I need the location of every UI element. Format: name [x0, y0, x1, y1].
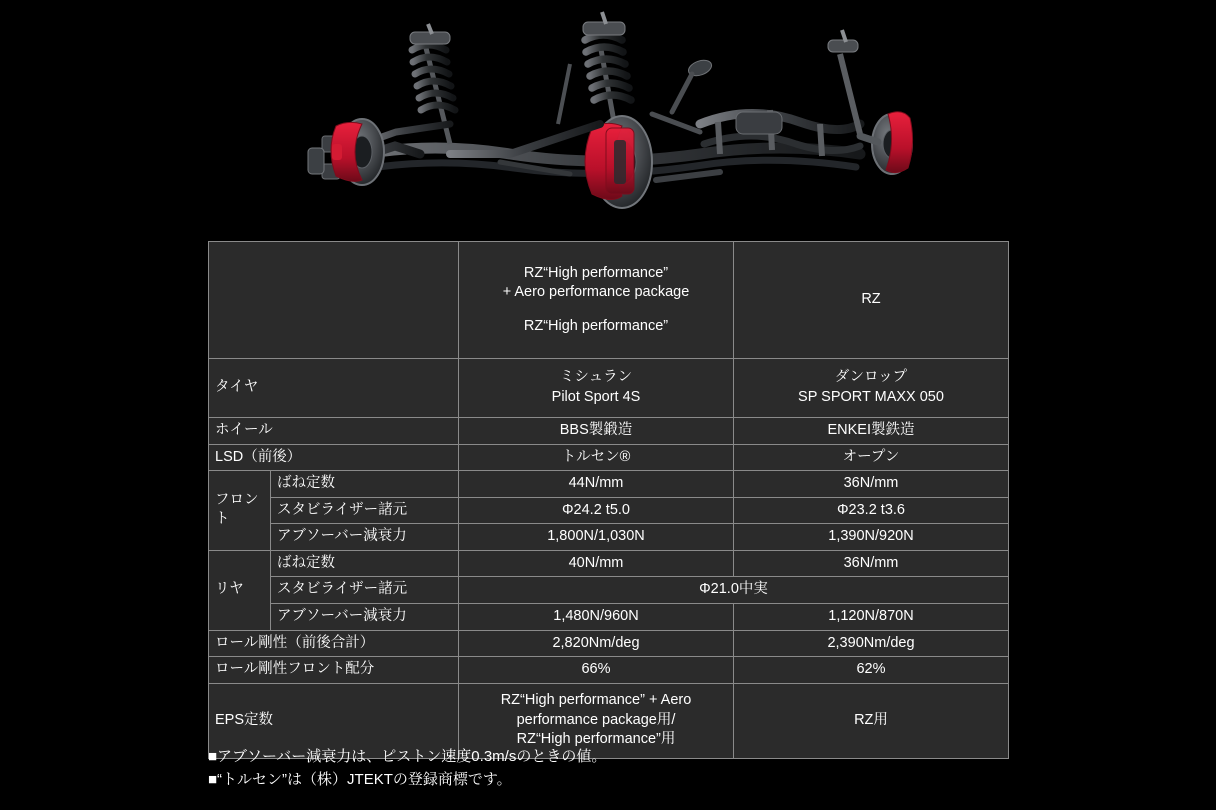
table-row-front-damper: [209, 524, 1009, 551]
row-label-eps: EPS定数: [209, 683, 459, 758]
header-grade-a-line1: RZ“High performance”: [523, 264, 669, 281]
tyre-value-a-brand: ミシュラン: [559, 369, 633, 386]
table-row-front-stabilizer: [209, 497, 1009, 524]
specification-table-container: [208, 241, 1008, 759]
tyre-value-b-model: SP SPORT MAXX 050: [798, 389, 944, 405]
table-row-rear-stabilizer: [209, 577, 1009, 604]
front-spring-rate-b: 36N/mm: [734, 471, 1009, 498]
suspension-drawing: [300, 4, 940, 236]
row-label-wheel: ホイール: [209, 418, 459, 445]
rear-stabilizer-shared: Φ21.0中実: [459, 577, 1009, 604]
suspension-illustration: [0, 0, 1216, 240]
table-row-rear-damper: [209, 603, 1009, 630]
rear-damper-a: 1,480N/960N: [459, 603, 734, 630]
specification-table: [208, 241, 1009, 759]
row-label-roll-stiffness-total: ロール剛性（前後合計）: [209, 630, 459, 657]
lsd-value-a: トルセン®: [459, 444, 734, 471]
roll-stiffness-front-ratio-b: 62%: [734, 657, 1009, 684]
front-spring-rate-a: 44N/mm: [459, 471, 734, 498]
roll-stiffness-total-b: 2,390Nm/deg: [734, 630, 1009, 657]
row-label-lsd: LSD（前後）: [209, 444, 459, 471]
sub-label-rear-spring-rate: ばね定数: [271, 550, 459, 577]
footnote-2: ■“トルセン”は（株）JTEKTの登録商標です。: [208, 771, 512, 789]
roll-stiffness-total-a: 2,820Nm/deg: [459, 630, 734, 657]
sub-label-front-stabilizer: スタビライザー諸元: [271, 497, 459, 524]
front-stabilizer-a: Φ24.2 t5.0: [459, 497, 734, 524]
table-row-tyre: [209, 359, 1009, 418]
header-blank-cell: [209, 242, 459, 359]
group-label-front: フロント: [209, 471, 271, 551]
eps-value-a-line2: performance package用/: [516, 711, 676, 728]
header-grade-a: [459, 242, 734, 359]
eps-value-a-line1: RZ“High performance” + Aero: [500, 692, 692, 709]
eps-value-b: RZ用: [734, 683, 1009, 758]
tyre-value-b-brand: ダンロップ: [834, 369, 908, 386]
table-row-wheel: [209, 418, 1009, 445]
sub-label-front-damper: アブソーバー減衰力: [271, 524, 459, 551]
header-grade-b: RZ: [734, 242, 1009, 359]
tyre-value-b: [734, 359, 1009, 418]
eps-value-a-line3: RZ“High performance”用: [516, 731, 676, 748]
front-stabilizer-b: Φ23.2 t3.6: [734, 497, 1009, 524]
lsd-value-b: オープン: [734, 444, 1009, 471]
suspension-assembly-photo: [300, 4, 940, 236]
sub-label-rear-damper: アブソーバー減衰力: [271, 603, 459, 630]
rear-spring-rate-b: 36N/mm: [734, 550, 1009, 577]
front-damper-a: 1,800N/1,030N: [459, 524, 734, 551]
row-label-roll-stiffness-front-ratio: ロール剛性フロント配分: [209, 657, 459, 684]
roll-stiffness-front-ratio-a: 66%: [459, 657, 734, 684]
table-row-lsd: [209, 444, 1009, 471]
wheel-value-a: BBS製鍛造: [459, 418, 734, 445]
table-row-roll-stiffness-total: [209, 630, 1009, 657]
footnotes: [208, 745, 1068, 792]
wheel-value-b: ENKEI製鉄造: [734, 418, 1009, 445]
front-damper-b: 1,390N/920N: [734, 524, 1009, 551]
group-label-rear: リヤ: [209, 550, 271, 630]
footnote-1: ■アブソーバー減衰力は、ピストン速度0.3m/sのときの値。: [208, 748, 607, 765]
sub-label-rear-stabilizer: スタビライザー諸元: [271, 577, 459, 604]
sub-label-front-spring-rate: ばね定数: [271, 471, 459, 498]
header-grade-a-line2: + Aero performance package: [502, 284, 690, 301]
tyre-value-a: [459, 359, 734, 418]
table-row-front-spring: [209, 471, 1009, 498]
table-row-roll-stiffness-front-ratio: [209, 657, 1009, 684]
tyre-value-a-model: Pilot Sport 4S: [551, 389, 641, 405]
header-grade-a-line3: RZ“High performance”: [523, 317, 669, 334]
rear-damper-b: 1,120N/870N: [734, 603, 1009, 630]
row-label-tyre: タイヤ: [209, 359, 459, 418]
rear-spring-rate-a: 40N/mm: [459, 550, 734, 577]
table-header-row: [209, 242, 1009, 359]
table-row-rear-spring: [209, 550, 1009, 577]
